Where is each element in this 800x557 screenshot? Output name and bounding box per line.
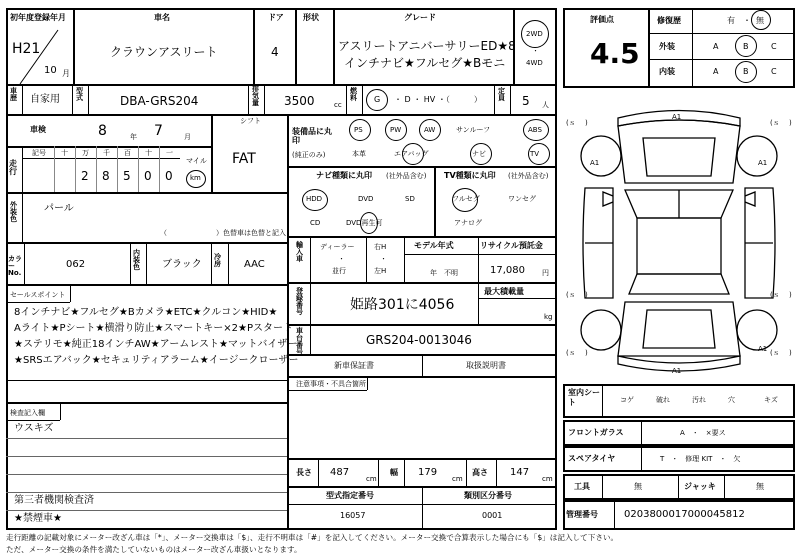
- import-dot-2: ・: [380, 255, 387, 263]
- registration-value: 姫路301に4056: [350, 297, 455, 313]
- equipment-item: エアバッグ: [394, 150, 429, 158]
- sales-line-3: ★ステリモ★純正18インチAW★アームレスト★マットバイザー: [14, 339, 298, 350]
- spare-tire-value: T ・ 修理 KIT ・ 欠: [660, 455, 741, 463]
- grade-label: グレード: [404, 13, 436, 22]
- registration-label: 登録番号: [296, 287, 303, 316]
- shape-label: 形状: [303, 13, 319, 22]
- inspector-label: 検査記入欄: [10, 409, 45, 417]
- digit-header: 一: [166, 149, 173, 157]
- jack-value: 無: [756, 482, 764, 491]
- interior-color-label: 内装色: [133, 249, 140, 271]
- equipment-item: TV: [530, 150, 540, 158]
- shift-label: シフト: [240, 117, 261, 125]
- sales-points-label: セールスポイント: [10, 291, 66, 299]
- import-right: 右H: [374, 243, 387, 251]
- fuel-label: 燃料: [350, 87, 357, 102]
- manual-label: 取扱説明書: [466, 361, 506, 370]
- nav-type-sub: (社外品含む): [386, 172, 427, 180]
- model-value: DBA-GRS204: [120, 94, 199, 108]
- model-year-value: 年 不明: [430, 269, 458, 277]
- import-dot: ・: [338, 255, 345, 263]
- import-label: 輸入車: [296, 241, 303, 263]
- tv-type-label: TV種類に丸印: [444, 171, 496, 180]
- repair-dot: ・: [743, 16, 751, 25]
- nav-dvd: DVD: [358, 195, 374, 203]
- equipment-label: 装備品に丸印: [292, 127, 332, 145]
- usage-label: 車歴: [10, 87, 17, 102]
- mile-label: マイル: [186, 157, 207, 165]
- score-value: 4.5: [590, 37, 640, 70]
- recycle-label: リサイクル預託金: [480, 241, 543, 250]
- mileage-label: 走行: [9, 159, 17, 176]
- first-reg-label: 初年度登録年月: [10, 13, 66, 22]
- repair-no: 無: [756, 16, 764, 25]
- digit-divider: [54, 146, 55, 194]
- car-outline-diagram: [563, 98, 795, 378]
- interior-label: 内装: [659, 67, 675, 76]
- height-label: 高さ: [472, 468, 488, 477]
- tools-label: 工具: [574, 482, 590, 491]
- diagram-a1-right: A1: [758, 159, 768, 167]
- chassis-value: GRS204-0013046: [366, 333, 472, 347]
- capacity-label: 定員: [498, 87, 505, 102]
- type-no-label: 型式指定番号: [326, 491, 374, 500]
- equipment-item: ナビ: [472, 150, 486, 158]
- grade-line2: インチナビ★フルセグ★Bモニ: [344, 56, 506, 70]
- width-value: 179: [418, 467, 438, 478]
- equipment-item: PW: [390, 126, 402, 134]
- exterior-label: 外装: [659, 42, 675, 51]
- windshield-value: A ・ ×要ス: [680, 429, 726, 437]
- notes-cell: [287, 376, 557, 460]
- nav-cd: CD: [310, 219, 321, 227]
- displacement-label: 排気量: [252, 85, 259, 107]
- sales-line-1: 8インチナビ★フルセグ★Bカメラ★ETC★クルコン★HID★: [14, 307, 278, 318]
- digit-header: 百: [124, 149, 131, 157]
- tools-value: 無: [634, 482, 642, 491]
- digit-header: 十: [61, 149, 68, 157]
- chassis-label: 車台番号: [296, 327, 303, 356]
- tv-analog: アナログ: [454, 219, 482, 227]
- jack-label: ジャッキ: [684, 482, 716, 491]
- ac-label: 冷房: [214, 253, 221, 268]
- notes-label: 注意事項・不具合箇所: [296, 380, 366, 388]
- equipment-item: PS: [354, 126, 363, 134]
- tread-label: (ｓ ): [770, 291, 792, 299]
- class-no-value: 0001: [482, 511, 503, 520]
- digit-divider: [96, 146, 97, 194]
- warranty-label: 新車保証書: [334, 361, 374, 370]
- equipment-item: ABS: [528, 126, 542, 134]
- color-no-label: カラーNo.: [8, 255, 22, 277]
- management-label: 管理番号: [566, 510, 598, 519]
- digit-divider: [117, 146, 118, 194]
- grade-line1: アスリートアニバーサリーED★8: [338, 39, 516, 53]
- exterior-b: B: [743, 42, 749, 51]
- inspection-month: 7: [154, 123, 163, 139]
- interior-a: A: [713, 67, 719, 76]
- import-parallel: 並行: [332, 267, 346, 275]
- capacity-value: 5: [522, 94, 530, 108]
- drive-dot: ・: [532, 47, 539, 55]
- import-dealer: ディーラー: [320, 243, 355, 251]
- width-unit: cm: [452, 475, 463, 483]
- digit-header: 千: [103, 149, 110, 157]
- mileage-digit: 0: [165, 169, 173, 183]
- length-unit: cm: [366, 475, 377, 483]
- sales-line-4: ★SRSエアバック★セキュリティアラーム★イージークローザー: [14, 355, 299, 366]
- car-name: クラウンアスリート: [110, 45, 218, 59]
- repair-label: 修復歴: [657, 16, 681, 25]
- diagram-a1-rear-side: A1: [758, 345, 768, 353]
- mileage-digit: 8: [102, 169, 110, 183]
- score-label: 評価点: [590, 15, 614, 24]
- digit-divider: [138, 146, 139, 194]
- exterior-c: C: [771, 42, 777, 51]
- km-label: km: [190, 174, 201, 182]
- drive-2wd: 2WD: [526, 30, 543, 38]
- mileage-digit: 0: [144, 169, 152, 183]
- max-load-label: 最大積載量: [484, 287, 524, 296]
- interior-damage-item: キズ: [764, 396, 778, 404]
- ac-value: AAC: [244, 259, 265, 270]
- mileage-digit: 2: [81, 169, 89, 183]
- nav-dvd-play: DVD再生可: [346, 219, 383, 227]
- capacity-unit: 人: [542, 101, 549, 109]
- inspector-note: ウスキズ: [14, 423, 54, 434]
- recycle-value: 17,080: [490, 265, 525, 276]
- height-value: 147: [510, 467, 530, 478]
- nav-sd: SD: [405, 195, 415, 203]
- era-year: H21: [12, 41, 41, 57]
- spare-tire-label: スペアタイヤ: [568, 454, 616, 463]
- inspection-month-unit: 月: [184, 133, 191, 141]
- model-year-label: モデル年式: [414, 241, 454, 250]
- width-label: 幅: [390, 468, 398, 477]
- footer-note-2: ただ、メーター交換の条件を満たしていないものはメーター改ざん車扱いとなります。: [6, 545, 302, 554]
- tread-label: (ｓ ): [566, 349, 588, 357]
- interior-c: C: [771, 67, 777, 76]
- digit-divider: [159, 146, 160, 194]
- digit-header: 万: [82, 149, 89, 157]
- model-label: 型式: [76, 87, 83, 102]
- interior-damage-item: 穴: [728, 396, 735, 404]
- color-no-value: 062: [66, 259, 86, 270]
- reg-month-unit: 月: [62, 69, 70, 78]
- recycle-unit: 円: [542, 269, 549, 277]
- color-note: （ ）色替車は色替と記入: [160, 229, 286, 237]
- mileage-digit: 5: [123, 169, 131, 183]
- repair-yes: 有: [727, 16, 735, 25]
- interior-b: B: [743, 67, 749, 76]
- diagram-a1-rear: A1: [672, 367, 682, 375]
- type-no-value: 16057: [340, 511, 366, 520]
- non-smoking: ★禁煙車★: [14, 513, 62, 524]
- reg-month: 10: [44, 65, 57, 76]
- inspection-year: 8: [98, 123, 107, 139]
- interior-color-value: ブラック: [162, 259, 202, 270]
- fuel-g: G: [374, 95, 381, 104]
- tv-fullseg: フルセグ: [452, 195, 480, 203]
- windshield-label: フロントガラス: [568, 428, 624, 437]
- fuel-options: ・ D ・ HV ・（ ）: [394, 95, 482, 104]
- length-label: 長さ: [296, 468, 312, 477]
- max-load-unit: kg: [544, 313, 553, 321]
- import-left: 左H: [374, 267, 387, 275]
- equipment-item: 本革: [352, 150, 366, 158]
- equipment-item: AW: [424, 126, 436, 134]
- diagram-a1-front: A1: [672, 113, 682, 121]
- tread-label: (ｓ ): [566, 291, 588, 299]
- car-name-label: 車名: [154, 13, 170, 22]
- door-count: 4: [271, 45, 279, 59]
- color-label: 外装色: [10, 201, 17, 223]
- color-value: パール: [44, 203, 74, 214]
- interior-damage-item: 破れ: [656, 396, 670, 404]
- interior-damage-item: 汚れ: [692, 396, 706, 404]
- drive-4wd: 4WD: [526, 59, 543, 67]
- digit-divider: [75, 146, 76, 194]
- digit-header: 十: [145, 149, 152, 157]
- tread-label: (ｓ ): [770, 349, 792, 357]
- sales-line-2: Aライト★Pシート★横滑り防止★スマートキー×2★Pスタート: [14, 323, 294, 334]
- displacement-unit: cc: [334, 101, 342, 109]
- inspection-year-unit: 年: [130, 133, 137, 141]
- interior-seat-label: 室内シート: [568, 388, 600, 408]
- displacement-value: 3500: [284, 94, 315, 108]
- diagram-a1-left: A1: [590, 159, 600, 167]
- tread-label: (ｓ ): [770, 119, 792, 127]
- usage-value: 自家用: [30, 94, 60, 105]
- tv-type-sub: (社外品含む): [508, 172, 549, 180]
- equipment-sub: (純正のみ): [292, 151, 326, 159]
- tv-oneseg: ワンセグ: [508, 195, 536, 203]
- exterior-a: A: [713, 42, 719, 51]
- shift-value: FAT: [232, 151, 256, 167]
- nav-type-label: ナビ種類に丸印: [316, 171, 372, 180]
- door-label: ドア: [268, 13, 284, 22]
- nav-hdd: HDD: [306, 195, 323, 203]
- class-no-label: 類別区分番号: [464, 491, 512, 500]
- height-unit: cm: [542, 475, 553, 483]
- inspection-label: 車検: [30, 125, 46, 134]
- tread-label: (ｓ ): [566, 119, 588, 127]
- footer-note-1: 走行距離の記載対象にメーター改ざん車は「*」、メーター交換車は「$」、走行不明車は「#」を記入してください。メーター交換で合算表示した場合にも「$」は記入して下さい。: [6, 533, 619, 542]
- management-value: 0203800017000045812: [624, 509, 745, 520]
- equipment-item: サンルーフ: [456, 126, 491, 134]
- length-value: 487: [330, 467, 350, 478]
- sign-label: 記号: [32, 149, 46, 157]
- third-party-checked: 第三者機関検査済: [14, 495, 94, 506]
- interior-damage-item: コゲ: [620, 396, 634, 404]
